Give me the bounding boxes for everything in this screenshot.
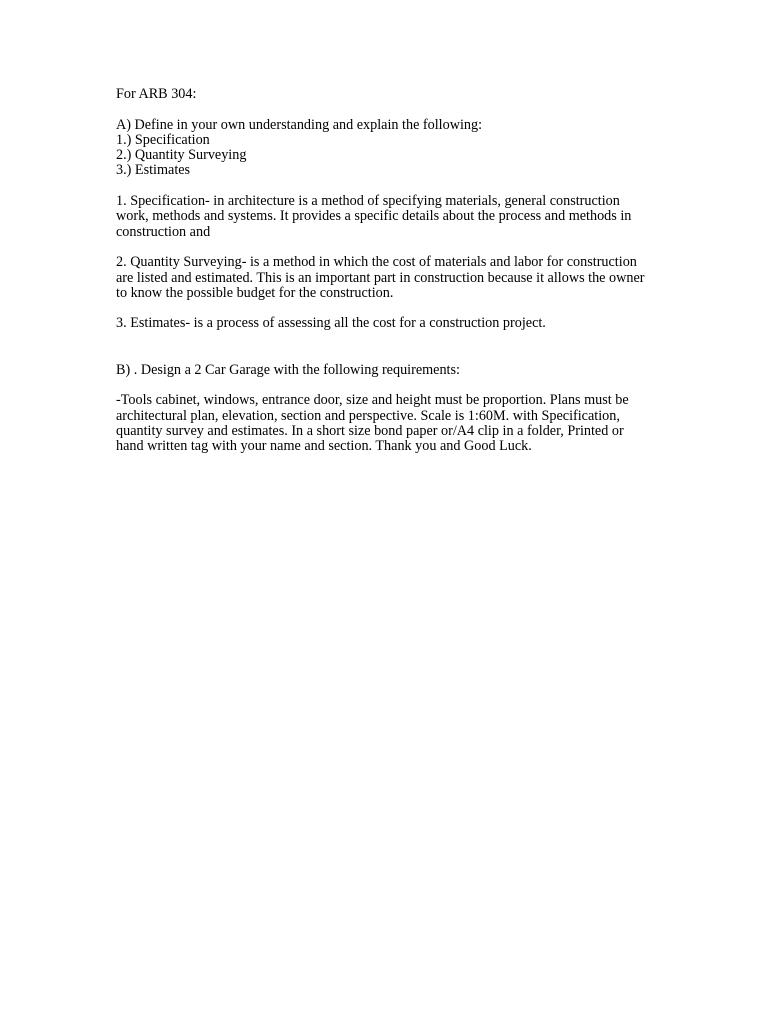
part-a-item-specification: 1.) Specification [116, 131, 210, 148]
answer-line: 1. Specification- in architecture is a method of specifying materials, general construction [116, 193, 620, 210]
requirements-line: hand written tag with your name and section. Thank you and Good Luck. [116, 438, 532, 455]
answer-specification [116, 194, 656, 240]
spacer [116, 240, 656, 255]
answer-line: are listed and estimated. This is an important part in construction because it allows the owner [116, 269, 645, 286]
answer-line: to know the possible budget for the construction. [116, 284, 394, 301]
answer-line: 3. Estimates- is a process of assessing all the cost for a construction project. [116, 315, 546, 332]
answer-estimates [116, 316, 656, 331]
document-page [116, 87, 656, 455]
answer-line: work, methods and systems. It provides a specific details about the process and methods in [116, 208, 632, 225]
spacer [116, 179, 656, 194]
part-a-prompt: A) Define in your own understanding and explain the following: [116, 116, 483, 133]
spacer [116, 332, 656, 363]
part-b-requirements [116, 393, 656, 454]
document-heading: For ARB 304: [116, 86, 197, 102]
spacer [116, 301, 656, 316]
requirements-line: -Tools cabinet, windows, entrance door, size and height must be proportion. Plans must be [116, 392, 629, 409]
spacer [116, 378, 656, 393]
answer-quantity-surveying [116, 255, 656, 301]
requirements-line: quantity survey and estimates. In a short size bond paper or/A4 clip in a folder, Printed or [116, 422, 624, 439]
spacer [116, 102, 656, 117]
part-a-item-quantity-surveying: 2.) Quantity Surveying [116, 147, 247, 164]
answer-line: 2. Quantity Surveying- is a method in which the cost of materials and labor for construction [116, 254, 637, 271]
requirements-line: architectural plan, elevation, section and perspective. Scale is 1:60M. with Specification, [116, 407, 620, 424]
part-a-item-estimates: 3.) Estimates [116, 162, 191, 179]
part-b-prompt: B) . Design a 2 Car Garage with the following requirements: [116, 361, 460, 378]
answer-line: construction and [116, 223, 211, 240]
